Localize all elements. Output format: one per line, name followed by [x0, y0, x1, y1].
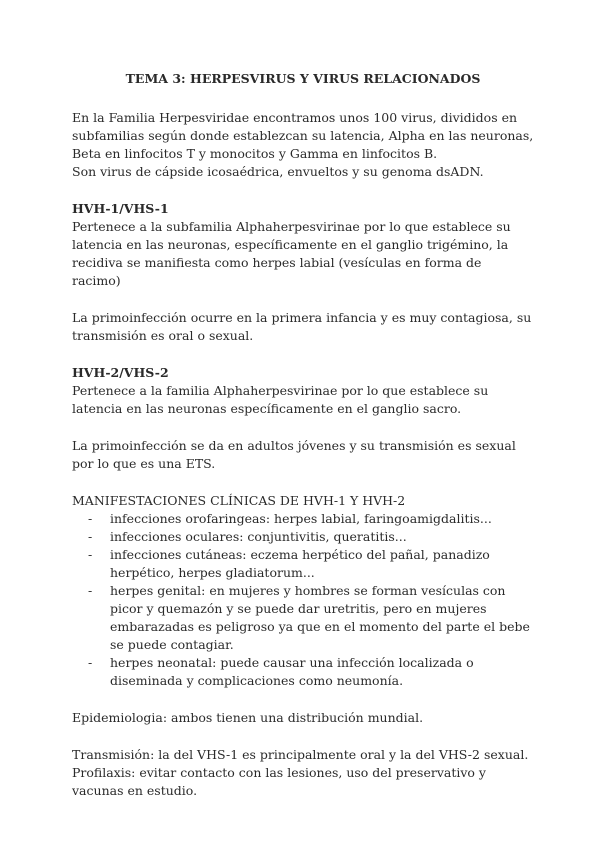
- list-item: [72, 510, 534, 528]
- hvh2-paragraph-2: La primoinfección se da en adultos jóvenes y su transmisión es sexual por lo que es una ETS.: [72, 438, 516, 471]
- list-item: [72, 528, 534, 546]
- list-item: [72, 582, 534, 654]
- list-item-text: infecciones oculares: conjuntivitis, queratitis...: [110, 529, 407, 544]
- list-item-text: infecciones orofaringeas: herpes labial, faringoamigdalitis...: [110, 511, 492, 526]
- document-page: [72, 70, 534, 800]
- list-item-text: herpes neonatal: puede causar una infección localizada o diseminada y complicaciones como neumonía.: [110, 655, 474, 688]
- hvh2-paragraph-1: Pertenece a la familia Alphaherpesvirinae por lo que establece su latencia en las neuronas específicamente en el ganglio sacro.: [72, 383, 489, 416]
- epidemiologia-paragraph: Epidemiologia: ambos tienen una distribución mundial.: [72, 710, 424, 725]
- intro-paragraph-2: Son virus de cápside icosaédrica, envueltos y su genoma dsADN.: [72, 164, 484, 179]
- transmision-paragraph: Transmisión: la del VHS-1 es principalmente oral y la del VHS-2 sexual.: [72, 747, 529, 762]
- bullet-dash: -: [88, 547, 93, 562]
- bullet-dash: -: [88, 511, 93, 526]
- hvh1-heading: HVH-1/VHS-1: [72, 201, 169, 216]
- hvh2-heading: HVH-2/VHS-2: [72, 365, 169, 380]
- bullet-dash: -: [88, 583, 93, 598]
- list-item: [72, 546, 534, 582]
- profilaxis-paragraph: Profilaxis: evitar contacto con las lesiones, uso del preservativo y vacunas en estudio.: [72, 765, 486, 798]
- list-item-text: infecciones cutáneas: eczema herpético del pañal, panadizo herpético, herpes gladiatorum...: [110, 547, 490, 580]
- list-item: [72, 654, 534, 690]
- bullet-dash: -: [88, 655, 93, 670]
- manifestaciones-list: [72, 510, 534, 690]
- document-title: TEMA 3: HERPESVIRUS Y VIRUS RELACIONADOS: [125, 71, 481, 86]
- manifestaciones-heading: MANIFESTACIONES CLÍNICAS DE HVH-1 Y HVH-2: [72, 493, 406, 508]
- hvh1-paragraph-2: La primoinfección ocurre en la primera infancia y es muy contagiosa, su transmisión es oral o sexual.: [72, 310, 532, 343]
- bullet-dash: -: [88, 529, 93, 544]
- list-item-text: herpes genital: en mujeres y hombres se forman vesículas con picor y quemazón y se puede dar uretritis, pero en mujeres embarazadas es peligroso ya que en el momento del parte el bebe se puede contagiar.: [110, 583, 530, 652]
- intro-paragraph-1: En la Familia Herpesviridae encontramos unos 100 virus, divididos en subfamilias según donde establezcan su latencia, Alpha en las neuronas, Beta en linfocitos T y monocitos y Gamma en linfocitos B.: [72, 110, 534, 161]
- hvh1-paragraph-1: Pertenece a la subfamilia Alphaherpesvirinae por lo que establece su latencia en las neuronas, específicamente en el ganglio trigémino, la recidiva se manifiesta como herpes labial (vesículas en forma de racimo): [72, 219, 511, 288]
